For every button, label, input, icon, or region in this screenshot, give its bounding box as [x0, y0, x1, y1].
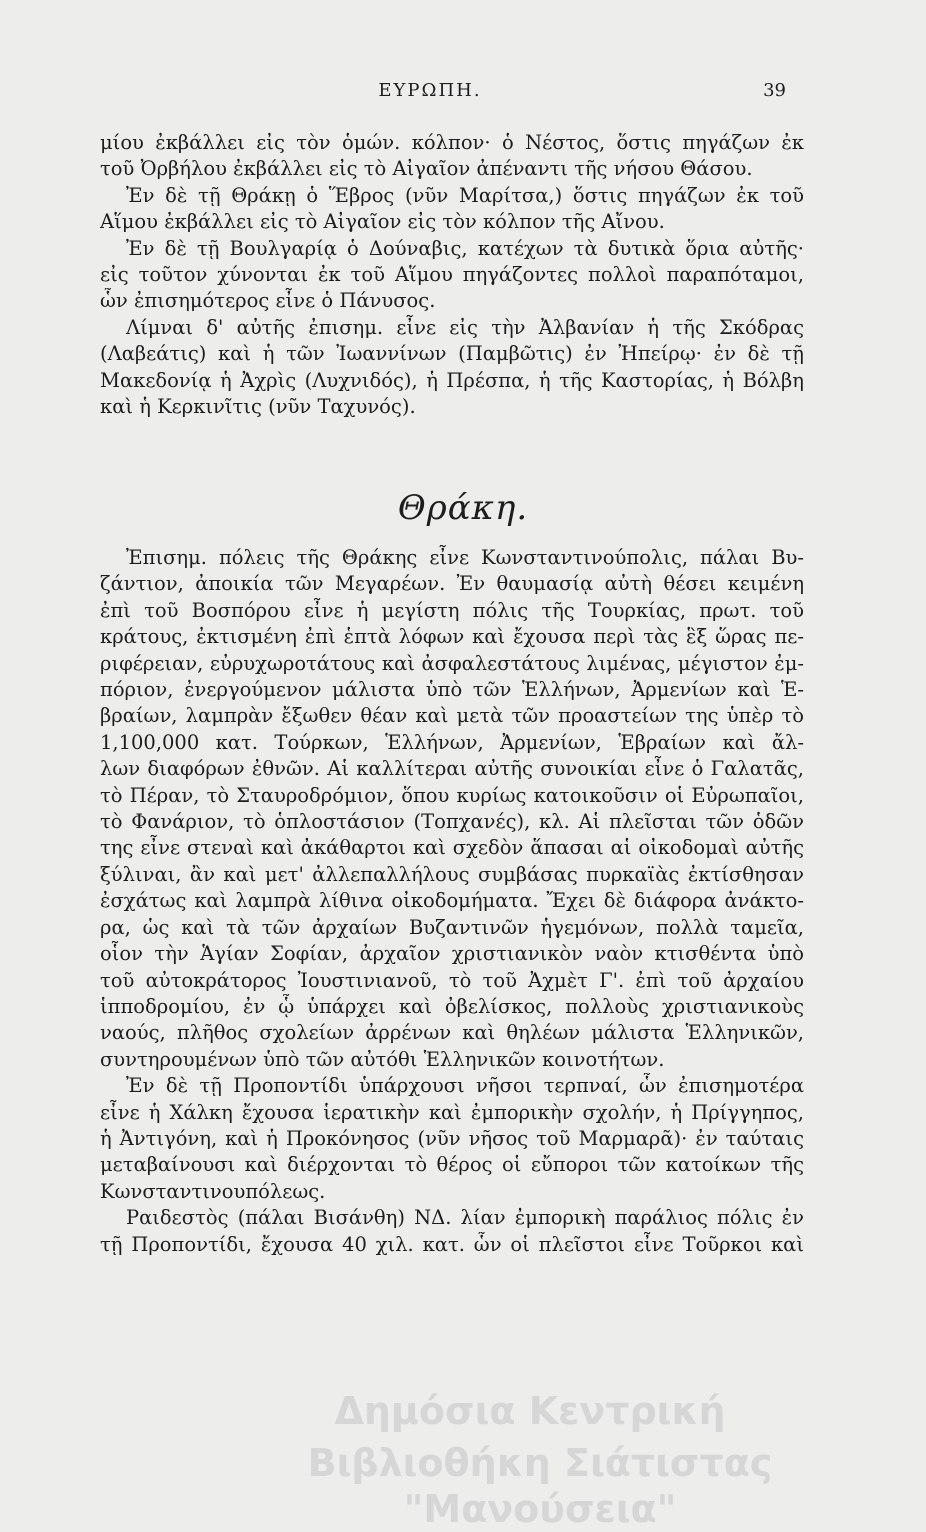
text-line: βραίων, λαμπρὰν ἔξωθεν θέαν καὶ μετὰ τῶν προαστείων της ὑπὲρ τὸ — [100, 704, 804, 728]
text-line: 1,100,000 κατ. Τούρκων, Ἑλλήνων, Ἀρμενίων, Ἑβραίων καὶ ἄλ- — [100, 730, 804, 754]
text-line: τοῦ Ὀρβήλου ἐκβάλλει εἰς τὸ Αἰγαῖον ἀπέναντι τῆς νήσου Θάσου. — [100, 157, 753, 181]
text-line: Μακεδονίᾳ ἡ Ἀχρὶς (Λυχνιδός), ἡ Πρέσπα, ἡ τῆς Καστορίας, ἡ Βόλβη — [100, 368, 804, 392]
text-line: τὸ Φανάριον, τὸ ὁπλοστάσιον (Τοπχανές), κλ. Αἱ πλεῖσται τῶν ὁδῶν — [100, 810, 804, 834]
text-line: οἷον τὴν Ἁγίαν Σοφίαν, ἀρχαῖον χριστιανικὸν ναὸν κτισθέντα ὑπὸ — [100, 942, 804, 966]
text-block-top — [100, 130, 804, 420]
running-title: ΕΥΡΩΠΗ. — [378, 80, 482, 101]
text-line: εἶνε ἡ Χάλκη ἔχουσα ἱερατικὴν καὶ ἐμπορικὴν σχολήν, ἡ Πρίγγηπος, — [100, 1100, 804, 1124]
watermark-line-1: Δημόσια Κεντρική — [334, 1389, 726, 1433]
text-line: ἐσχάτως καὶ λαμπρὰ λίθινα οἰκοδομήματα. Ἔχει δὲ διάφορα ἀνάκτο- — [100, 889, 804, 913]
text-line: καὶ ἡ Κερκινῖτις (νῦν Ταχυνός). — [100, 395, 416, 419]
text-line: Ἐν δὲ τῇ Προποντίδι ὑπάρχουσι νῆσοι τερπναί, ὧν ἐπισημοτέρα — [126, 1074, 804, 1098]
text-line: πόριον, ἐνεργούμενον μάλιστα ὑπὸ τῶν Ἑλλήνων, Ἀρμενίων καὶ Ἑ- — [100, 678, 804, 702]
text-line: ὧν ἐπισημότερος εἶνε ὁ Πάνυσος. — [100, 289, 436, 313]
text-line: ριφέρειαν, εὐρυχωροτάτους καὶ ἀσφαλεστάτους λιμένας, μέγιστον ἐμ- — [100, 651, 804, 675]
text-line: Ἐπισημ. πόλεις τῆς Θράκης εἶνε Κωνσταντινούπολις, πάλαι Βυ- — [126, 546, 804, 569]
text-line: Ἐν δὲ τῇ Θράκῃ ὁ Ἕβρος (νῦν Μαρίτσα,) ὅστις πηγάζων ἐκ τοῦ — [126, 183, 804, 207]
text-line: τῇ Προποντίδι, ἔχουσα 40 χιλ. κατ. ὧν οἱ πλεῖστοι εἶνε Τοῦρκοι καὶ — [100, 1232, 804, 1256]
text-line: μεταβαίνουσι καὶ διέρχονται τὸ θέρος οἱ εὔποροι τῶν κατοίκων τῆς — [100, 1153, 804, 1177]
page-number: 39 — [763, 80, 786, 101]
text-line: της εἶνε στεναὶ καὶ ἀκάθαρτοι καὶ σχεδὸν ἅπασαι αἱ οἰκοδομαὶ αὐτῆς — [100, 836, 804, 860]
text-line: εἰς τοῦτον χύνονται ἐκ τοῦ Αἵμου πηγάζοντες πολλοὶ παραπόταμοι, — [100, 263, 804, 287]
text-line: ἡ Ἀντιγόνη, καὶ ἡ Προκόνησος (νῦν νῆσος τοῦ Μαρμαρᾶ)· ἐν ταύταις — [100, 1126, 804, 1150]
text-line: τοῦ αὐτοκράτορος Ἰουστινιανοῦ, τὸ τοῦ Ἀχμὲτ Γ'. ἐπὶ τοῦ ἀρχαίου — [100, 968, 804, 992]
text-line: ἐπὶ τοῦ Βοσπόρου εἶνε ἡ μεγίστη πόλις τῆς Τουρκίας, πρωτ. τοῦ — [100, 598, 804, 622]
text-line: κράτους, ἐκτισμένη ἐπὶ ἑπτὰ λόφων καὶ ἔχουσα περὶ τὰς ἓξ ὥρας πε- — [100, 625, 804, 649]
watermark-line-2: Βιβλιοθήκη Σιάτιστας "Μανούσεια" — [307, 1441, 773, 1531]
text-line: λων διαφόρων ἐθνῶν. Αἱ καλλίτεραι αὐτῆς συνοικίαι εἶνε ὁ Γαλατᾶς, — [100, 757, 804, 781]
text-line: Αἵμου ἐκβάλλει εἰς τὸ Αἰγαῖον εἰς τὸν κόλπον τῆς Αἴνου. — [100, 210, 665, 234]
text-line: ζάντιον, ἀποικία τῶν Μεγαρέων. Ἐν θαυμασίᾳ αὐτὴ θέσει κειμένη — [100, 572, 804, 596]
page-header — [0, 80, 926, 110]
text-line: Κωνσταντινουπόλεως. — [100, 1179, 326, 1203]
text-line: Ἐν δὲ τῇ Βουλγαρίᾳ ὁ Δούναβις, κατέχων τὰ δυτικὰ ὅρια αὐτῆς· — [126, 236, 804, 260]
section-title: Θράκη. — [397, 488, 529, 528]
text-line: συντηρουμένων ὑπὸ τῶν αὐτόθι Ἑλληνικῶν κοινοτήτων. — [100, 1047, 665, 1071]
text-line: ξύλιναι, ἂν καὶ μετ' ἀλλεπαλλήλους συμβάσας πυρκαϊὰς ἐκτίσθησαν — [100, 862, 804, 886]
text-line: τὸ Πέραν, τὸ Σταυροδρόμιον, ὅπου κυρίως κατοικοῦσιν οἱ Εὐρωπαῖοι, — [100, 783, 804, 807]
text-line: μίου ἐκβάλλει εἰς τὸν ὁμών. κόλπον· ὁ Νέστος, ὅστις πηγάζων ἐκ — [100, 131, 804, 154]
text-line: (Λαβεάτις) καὶ ἡ τῶν Ἰωαννίνων (Παμβῶτις) ἐν Ἠπείρῳ· ἐν δὲ τῇ — [100, 342, 804, 366]
text-block-bottom — [100, 545, 804, 1258]
text-line: Λίμναι δ' αὐτῆς ἐπισημ. εἶνε εἰς τὴν Ἀλβανίαν ἡ τῆς Σκόδρας — [126, 315, 804, 339]
text-line: ρα, ὡς καὶ τὰ τῶν ἀρχαίων Βυζαντινῶν ἡγεμόνων, πολλὰ ταμεῖα, — [100, 915, 804, 939]
text-line: ναούς, πλῆθος σχολείων ἀρρένων καὶ θηλέων μάλιστα Ἑλληνικῶν, — [100, 1021, 804, 1045]
text-line: ἱπποδρομίου, ἐν ᾧ ὑπάρχει καὶ ὀβελίσκος, πολλοὺς χριστιανικοὺς — [100, 994, 804, 1018]
text-line: Ραιδεστὸς (πάλαι Βισάνθη) ΝΔ. λίαν ἐμπορικὴ παράλιος πόλις ἐν — [126, 1206, 804, 1230]
